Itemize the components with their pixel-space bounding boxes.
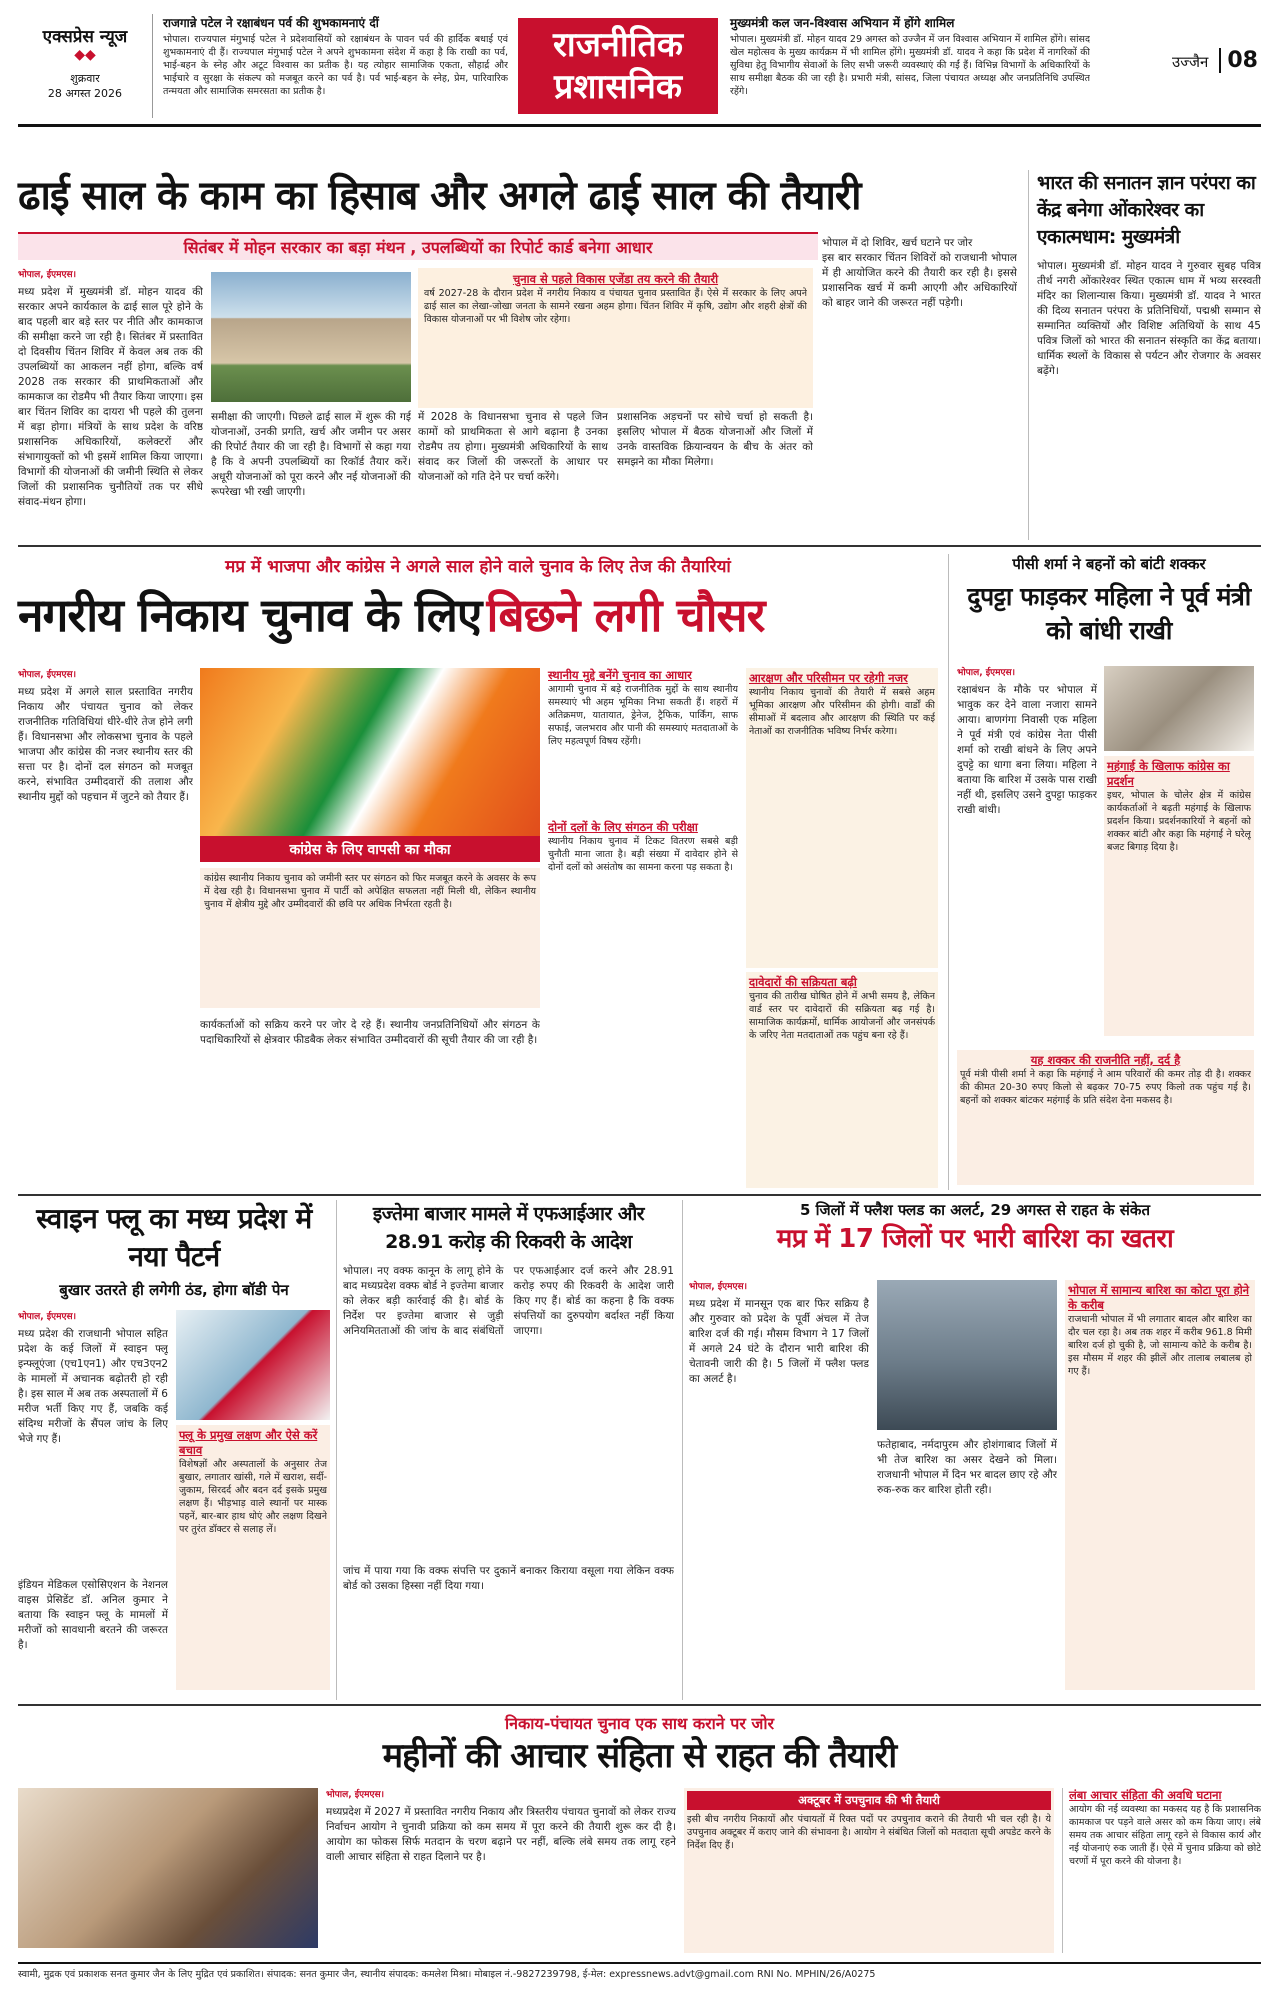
divider-1: [18, 545, 1261, 547]
swine-flu-subhead: बुखार उतरते ही लगेगी ठंड, होगा बॉडी पेन: [59, 1281, 289, 1299]
rain-body2: फतेहाबाद, नर्मदापुरम और होशंगाबाद जिलों में भी तेज बारिश का असर देखने को मिला। राजधानी भोपाल में दिन भर बादल छाए रहे और रुक-रुक कर बारिश होती रही।: [877, 1439, 1057, 1496]
pc-sharma-headline: दुपट्टा फाड़कर महिला ने पूर्व मंत्री को बांधी राखी: [967, 582, 1251, 645]
nikay-box-1-body: आगामी चुनाव में बड़े राजनीतिक मुद्दों के साथ स्थानीय समस्याएं भी अहम भूमिका निभा सकती हैं। शहरों में अतिक्रमण, यातायात, ड्रेनेज, ट्रैफिक, पार्किंग, साफ सफाई, जलभराव और पानी की समस्याएं मतदाताओं के लिए महत्वपूर्ण विषय रहेंगी।: [548, 684, 738, 747]
achar-box-title: अक्टूबर में उपचुनाव की भी तैयारी: [687, 1791, 1051, 1810]
lead-box-body: वर्ष 2027-28 के दौरान प्रदेश में नगरीय निकाय व पंचायत चुनाव प्रस्तावित हैं। ऐसे में सरकार के लिए अपने ढाई साल का लेखा-जोखा जनता के सामने रखना अहम होगा। चिंतन शिविर में कृषि, उद्योग और शहरी क्षेत्रों की विकास योजनाओं पर भी विशेष जोर रहेगा।: [424, 288, 807, 325]
rain-side-title: भोपाल में सामान्य बारिश का कोटा पूरा होने के करीब: [1068, 1283, 1250, 1312]
lead-subhead: सितंबर में मोहन सरकार का बड़ा मंथन , उपलब्धियों का रिपोर्ट कार्ड बनेगा आधार: [183, 238, 653, 257]
top-left-story: [163, 14, 508, 118]
masthead-divider: [18, 124, 1261, 127]
nikay-box-2: [548, 820, 738, 1188]
lead-photo: [211, 272, 411, 402]
achar-side: [1062, 1788, 1261, 1953]
nikay-col1: [18, 668, 193, 1188]
achar-kicker: निकाय-पंचायत चुनाव एक साथ कराने पर जोर: [504, 1714, 775, 1733]
achar-headline: महीनों की आचार संहिता से राहत की तैयारी: [382, 1736, 897, 1776]
footer-imprint: [18, 1962, 1261, 2000]
pc-sharma-sub: [1104, 756, 1254, 1036]
pc-sharma-sub-title: महंगाई के खिलाफ कांग्रेस का प्रदर्शन: [1107, 759, 1230, 788]
rain-body-col: [689, 1280, 869, 1690]
achar-body-col: [326, 1788, 676, 1953]
achar-dateline: भोपाल, ईएमएस।: [326, 1790, 385, 1800]
rain-side-body: राजधानी भोपाल में भी लगातार बादल और बारिश का दौर चल रहा है। अब तक शहर में करीब 961.8 मिमी बारिश दर्ज हो चुकी है, जो सामान्य कोटे के करीब है। इस मौसम में शहर की झीलें और तालाब लबालब हो गए हैं।: [1068, 1314, 1252, 1377]
nikay-headline: [18, 578, 938, 654]
lead-col2: समीक्षा की जाएगी। पिछले ढाई साल में शुरू की गई योजनाओं, उनकी प्रगति, खर्च और जमीन पर असर की रिपोर्ट तैयार की जा रही है। विभागों से कहा गया है कि वे अपनी उपलब्धियों का रिकॉर्ड तैयार करें। अधूरी योजनाओं को पूरा करने और नई योजनाओं की रूपरेखा भी रखी जाएगी।: [211, 411, 411, 498]
pc-sharma-bottom-body: पूर्व मंत्री पीसी शर्मा ने कहा कि महंगाई ने आम परिवारों की कमर तोड़ दी है। शक्कर की कीमत 20-30 रुपए किलो से बढ़कर 70-75 रुपए किलो तक पहुंच गई है। बहनों को शक्कर बांटकर महंगाई के प्रति संदेश देना मकसद है।: [960, 1069, 1251, 1106]
nikay-col1-text: मध्य प्रदेश में अगले साल प्रस्तावित नगरीय निकाय और पंचायत चुनाव को लेकर राजनीतिक गतिविधियां धीरे-धीरे तेज होने लगी हैं। विधानसभा और लोकसभा चुनाव के पहले भाजपा और कांग्रेस की नजर स्थानीय स्तर की सत्ता पर है। दोनों दल संगठन को मजबूत करने, संभावित उम्मीदवारों की तलाश और स्थानीय मुद्दों को पहचान में जुटने को तैयार हैं।: [18, 686, 193, 803]
omkareshwar-headline: भारत की सनातन ज्ञान परंपरा का केंद्र बनेगा ओंकारेश्वर का एकात्मधाम: मुख्यमंत्री: [1037, 172, 1256, 248]
section-title: राजनीतिक प्रशासनिक: [553, 25, 683, 107]
lead-box: [418, 268, 813, 408]
brand-logo-mark: ◆◆: [74, 47, 96, 63]
ijtema-story: [336, 1200, 674, 1700]
achar-box-body: इसी बीच नगरीय निकायों और पंचायतों में रिक्त पदों पर उपचुनाव कराने की तैयारी भी चल रही है। ये उपचुनाव अक्टूबर में कराए जाने की संभावना है। आयोग ने संबंधित जिलों को मतदाता सूची अपडेट करने के निर्देश दिए हैं।: [687, 1814, 1051, 1851]
lead-right-col: [822, 236, 1017, 538]
top-right-body: भोपाल। मुख्यमंत्री डॉ. मोहन यादव 29 अगस्त को उज्जैन में जन विश्वास अभियान में शामिल होंगे। सांसद खेल महोत्सव के मुख्य कार्यक्रम में भी शामिल होंगे। मुख्यमंत्री डॉ. यादव ने कहा कि प्रदेश में नागरिकों की सुविधा हेतु विभागीय सेवाओं के लिए सभी जरूरी व्यवस्थाएं की गईं हैं। विभिन्न विभागों के अधिकारियों के साथ समीक्षा बैठक की जा रही है। प्रभारी मंत्री, सांसद, जिला पंचायत अध्यक्ष और जनप्रतिनिधि उपस्थित रहेंगे।: [730, 34, 1090, 97]
lead-headline: ढाई साल के काम का हिसाब और अगले ढाई साल की तैयारी: [18, 173, 861, 219]
nikay-box-4-title: दावेदारों की सक्रियता बढ़ी: [749, 975, 857, 989]
swine-flu-dateline: भोपाल, ईएमएस।: [18, 1312, 77, 1322]
rain-dateline: भोपाल, ईएमएस।: [689, 1282, 748, 1292]
lead-col4: प्रशासनिक अड़चनों पर सोचे चर्चा हो सकती है। इसलिए भोपाल में बैठक योजनाओं और जिलों में उनके वास्तविक क्रियान्वयन के बीच के अंतर को समझने का मौका मिलेगा।: [617, 411, 813, 468]
swine-flu-box: [176, 1425, 330, 1690]
pc-sharma-bottom-box: [957, 1050, 1254, 1185]
swine-flu-photo: [176, 1310, 330, 1420]
top-right-story: [730, 14, 1090, 118]
nikay-box-4: [746, 972, 938, 1188]
lead-dateline: भोपाल, ईएमएस।: [18, 270, 77, 280]
achar-side-title: लंबा आचार संहिता की अवधि घटाना: [1069, 1788, 1222, 1802]
nikay-photo-caption-bar: [200, 836, 540, 862]
nikay-box-3-title: आरक्षण और परिसीमन पर रहेगी नजर: [749, 671, 908, 685]
top-right-headline: मुख्यमंत्री कल जन-विश्वास अभियान में होंगे शामिल: [730, 16, 955, 30]
omkareshwar-story: [1028, 170, 1261, 540]
swine-flu-story: [18, 1200, 330, 1700]
nikay-box-2-title: दोनों दलों के लिए संगठन की परीक्षा: [548, 820, 698, 834]
ijtema-headline: इज्तेमा बाजार मामले में एफआईआर और 28.91 करोड़ की रिकवरी के आदेश: [372, 1203, 645, 1253]
achar-photo: [18, 1788, 318, 1948]
nikay-dateline: भोपाल, ईएमएस।: [18, 670, 77, 680]
divider-3: [18, 1704, 1261, 1706]
ijtema-body: भोपाल। नए वक्फ कानून के लागू होने के बाद मध्यप्रदेश वक्फ बोर्ड ने इज्तेमा बाजार को लेकर बड़ी कार्रवाई की है। बोर्ड के निर्देश पर इज्तेमा बाजार से जुड़ी अनियमितताओं की जांच के बाद संबंधितों पर एफआईआर दर्ज करने और 28.91 करोड़ रुपए की रिकवरी के आदेश जारी किए गए हैं। बोर्ड का कहना है कि वक्फ संपत्तियों का दुरुपयोग बर्दाश्त नहीं किया जाएगा।: [343, 1265, 674, 1337]
swine-flu-box-body: विशेषज्ञों और अस्पतालों के अनुसार तेज बुखार, लगातार खांसी, गले में खराश, सर्दी-जुकाम, सिरदर्द और बदन दर्द इसके प्रमुख लक्षण हैं। भीड़भाड़ वाले स्थानों पर मास्क पहनें, बार-बार हाथ धोएं और लक्षण दिखने पर तुरंत डॉक्टर से सलाह लें।: [179, 1459, 327, 1535]
rain-headline: मप्र में 17 जिलों पर भारी बारिश का खतरा: [776, 1224, 1174, 1254]
rain-body: मध्य प्रदेश में मानसून एक बार फिर सक्रिय है और गुरुवार को प्रदेश के पूर्वी अंचल में तेज बारिश दर्ज की गई। मौसम विभाग ने 17 जिलों में अगले 24 घंटे के दौरान भारी बारिश की चेतावनी जारी की है। 5 जिलों में फ्लैश फ्लड का अलर्ट है।: [689, 1298, 869, 1385]
pc-sharma-body: रक्षाबंधन के मौके पर भोपाल में भावुक कर देने वाला नजारा सामने आया। बाणगंगा निवासी एक महिला ने पूर्व मंत्री एवं कांग्रेस नेता पीसी शर्मा को राखी बांधने के लिए अपने दुपट्टे का धागा बना लिया। महिला ने बताया कि बारिश में उसके पास राखी नहीं थी, इसलिए उसने दुपट्टा फाड़कर राखी बांधी।: [957, 684, 1097, 816]
brand-box: [18, 14, 153, 118]
nikay-box-1-title: स्थानीय मुद्दे बनेंगे चुनाव का आधार: [548, 668, 692, 682]
rain-photo: [877, 1280, 1057, 1430]
nikay-headline-red: बिछने लगी चौसर: [486, 588, 765, 642]
city-name: उज्जैन: [1172, 53, 1209, 71]
rain-side: [1065, 1280, 1255, 1690]
swine-flu-body2: इंडियन मेडिकल एसोसिएशन के नेशनल वाइस प्रेसिडेंट डॉ. अनिल कुमार ने बताया कि स्वाइन फ्लू के मामलों में मरीजों को सावधानी बरतने की जरूरत है।: [18, 1579, 168, 1651]
swine-flu-headline: स्वाइन फ्लू का मध्य प्रदेश में नया पैटर्न: [36, 1202, 312, 1273]
lead-col1-text: मध्य प्रदेश में मुख्यमंत्री डॉ. मोहन यादव की सरकार अपने कार्यकाल के ढाई साल पूरे होने के बाद पहली बार बड़े स्तर पर नीति और कामकाज की समीक्षा करने जा रही है। सितंबर में प्रस्तावित दो दिवसीय चिंतन शिविर में केवल अब तक की उपलब्धियों का आकलन नहीं होगा, बल्कि वर्ष 2028 तक सरकार की प्राथमिकताओं और कामकाज का रोडमैप भी तैयार किया जाएगा। इस बार चिंतन शिविर का दायरा भी पहले की तुलना में बड़ा होगा। मंत्रियों के साथ प्रदेश के वरिष्ठ प्रशासनिक अधिकारियों, कलेक्टरों और संभागायुक्तों को भी इसमें शामिल किया जाएगा। विभागों की योजनाओं की जमीनी स्थिति से लेकर जिलों की प्रशासनिक चुनौतियों तक पर सीधे संवाद-मंथन होगा।: [18, 286, 203, 508]
pc-sharma-kicker: पीसी शर्मा ने बहनों को बांटी शक्कर: [1012, 555, 1206, 573]
pc-sharma-photo: [1104, 666, 1254, 751]
pc-sharma-sub-body: इधर, भोपाल के चोलेर क्षेत्र में कांग्रेस कार्यकर्ताओं ने बढ़ती महंगाई के खिलाफ प्रदर्शन किया। प्रदर्शनकारियों ने बहनों को शक्कर बांटी और कहा कि महंगाई ने घरेलू बजट बिगाड़ दिया है।: [1107, 790, 1251, 853]
lead-col3: में 2028 के विधानसभा चुनाव से पहले जिन कामों को प्राथमिकता से आगे बढ़ाना है उनका रोडमैप तय होगा। मुख्यमंत्री अधिकारियों के साथ संवाद कर जिलों की जरूरतों के आधार पर योजनाओं को गति देने पर चर्चा करेंगे।: [418, 411, 608, 483]
nikay-mid-text: कांग्रेस स्थानीय निकाय चुनाव को जमीनी स्तर पर संगठन को फिर मजबूत करने के अवसर के रूप में देख रही है। विधानसभा चुनाव में पार्टी को अपेक्षित सफलता नहीं मिली थी, लेकिन स्थानीय चुनाव में क्षेत्रीय मुद्दे और उम्मीदवारों की छवि पर अधिक निर्भरता रहती है।: [200, 868, 540, 1008]
issue-date: 28 अगस्त 2026: [47, 87, 123, 100]
pc-sharma-body-col: [957, 666, 1097, 1046]
lead-subhead-bar: [18, 232, 818, 260]
nikay-headline-black: नगरीय निकाय चुनाव के लिए: [18, 588, 482, 642]
nikay-box-1: [548, 668, 738, 813]
achar-side-body: आयोग की नई व्यवस्था का मकसद यह है कि प्रशासनिक कामकाज पर पड़ने वाले असर को कम किया जाए। लंबे समय तक आचार संहिता लागू रहने से विकास कार्य और नई योजनाएं रुक जाती हैं। ऐसे में चुनाव प्रक्रिया को छोटे चरणों में पूरा करने की योजना है।: [1069, 1804, 1261, 1867]
page-number: 08: [1219, 48, 1258, 73]
rain-kicker: 5 जिलों में फ्लैश फ्लड का अलर्ट, 29 अगस्त से राहत के संकेत: [799, 1201, 1150, 1219]
top-left-body: भोपाल। राज्यपाल मंगुभाई पटेल ने प्रदेशवासियों को रक्षाबंधन के पावन पर्व की हार्दिक बधाई एवं शुभकामनाएं दी हैं। राज्यपाल मंगुभाई पटेल ने अपने शुभकामना संदेश में कहा है कि राखी का पर्व, भाई-बहन के स्नेह और अटूट विश्वास का प्रतीक है। यह त्योहार सामाजिक एकता, सौहार्द्र और भाईचारे व सुरक्षा के संकल्प को मजबूत करने का पर्व है। पर्व भाई-बहन के स्नेह, प्रेम, पारिवारिक तन्मयता और सामाजिक समरसता का प्रतीक है।: [163, 34, 508, 97]
top-left-headline: राजगान्ने पटेल ने रक्षाबंधन पर्व की शुभकामनाएं दीं: [163, 16, 379, 30]
achar-box: [684, 1788, 1054, 1953]
swine-flu-body-col: [18, 1310, 168, 1570]
nikay-kicker: मप्र में भाजपा और कांग्रेस ने अगले साल होने वाले चुनाव के लिए तेज की तैयारियां: [225, 557, 731, 577]
lead-box-title: चुनाव से पहले विकास एजेंडा तय करने की तैयारी: [512, 272, 719, 286]
lead-right-col-text: भोपाल में दो शिविर, खर्च घटाने पर जोर इस बार सरकार चिंतन शिविरों को राजधानी भोपाल में ही आयोजित करने की तैयारी कर रही है। इससे प्रशासनिक खर्च में कमी आएगी और अधिकारियों को बाहर जाने की जरूरत नहीं पड़ेगी।: [822, 237, 1017, 309]
nikay-box-2-body: स्थानीय निकाय चुनाव में टिकट वितरण सबसे बड़ी चुनौती माना जाता है। बड़ी संख्या में दावेदार होने से दोनों दलों को असंतोष का सामना करना पड़ सकता है।: [548, 836, 738, 873]
nikay-photo-caption: कांग्रेस के लिए वापसी का मौका: [289, 841, 451, 858]
ijtema-body2: जांच में पाया गया कि वक्फ संपत्ति पर दुकानें बनाकर किराया वसूला गया लेकिन वक्फ बोर्ड को उसका हिस्सा नहीं दिया गया।: [343, 1565, 674, 1592]
masthead: [18, 14, 1261, 120]
nikay-bottom-text: कार्यकर्ताओं को सक्रिय करने पर जोर दे रहे हैं। स्थानीय जनप्रतिनिधियों और संगठन के पदाधिकारियों से क्षेत्रवार फीडबैक लेकर संभावित उम्मीदवारों की सूची तैयार की जा रही है।: [200, 1019, 540, 1046]
pc-sharma-bottom-title: यह शक्कर की राजनीति नहीं, दर्द है: [1030, 1053, 1181, 1067]
achar-body: मध्यप्रदेश में 2027 में प्रस्तावित नगरीय निकाय और त्रिस्तरीय पंचायत चुनावों को लेकर राज्य निर्वाचन आयोग ने चुनावी प्रक्रिया को कम समय में पूरा करने की तैयारी शुरू कर दी है। आयोग का फोकस सिर्फ मतदान के चरण बढ़ाने पर नहीं, बल्कि लंबे समय तक लागू रहने वाली आचार संहिता से राहत दिलाने पर है।: [326, 1806, 676, 1863]
footer-text: स्वामी, मुद्रक एवं प्रकाशक सनत कुमार जैन के लिए मुद्रित एवं प्रकाशित। संपादक: सनत कुमार जैन, स्थानीय संपादक: कमलेश मिश्रा। मोबाइल नं.-9827239798, ई-मेल: expressnews.advt@gmail.com RNI No. MPHIN/26/A0275: [18, 1969, 876, 1980]
issue-day: शुक्रवार: [70, 72, 100, 85]
brand-name: एक्सप्रेस न्यूज: [42, 27, 128, 47]
swine-flu-body: मध्य प्रदेश की राजधानी भोपाल सहित प्रदेश के कई जिलों में स्वाइन फ्लू इन्फ्लूएंजा (एच1एन1) और एच3एन2 के मामलों में अचानक बढ़ोतरी हो रही है। इस साल में अब तक अस्पतालों में 6 मरीज भर्ती किए गए हैं, जबकि कई संदिग्ध मरीजों के सैंपल जांच के लिए भेजे गए हैं।: [18, 1328, 168, 1445]
nikay-box-4-body: चुनाव की तारीख घोषित होने में अभी समय है, लेकिन वार्ड स्तर पर दावेदारों की सक्रियता बढ़ गई है। सामाजिक कार्यक्रमों, धार्मिक आयोजनों और जनसंपर्क के जरिए नेता मतदाताओं तक पहुंच बना रहे हैं।: [749, 991, 935, 1041]
omkareshwar-body: भोपाल। मुख्यमंत्री डॉ. मोहन यादव ने गुरुवार सुबह पवित्र तीर्थ नगरी ओंकारेश्वर स्थित एकात्म धाम में भव्य सरस्वती मंदिर का शिलान्यास किया। मुख्यमंत्री डॉ. यादव ने भारत की दिव्य सनातन परंपरा के प्रतिनिधियों, पद्मश्री सम्मान से सम्मानित व्यक्तियों और विशिष्ट अतिथियों के साथ 45 पवित्र जिलों को भारत की सनातन संस्कृति का केंद्र बताया। धार्मिक स्थलों के विकास से पर्यटन और रोजगार के अवसर बढ़ेंगे।: [1037, 260, 1261, 377]
divider-2: [18, 1194, 1261, 1196]
rain-story: [682, 1200, 1261, 1700]
page-locator: [1128, 48, 1258, 78]
nikay-box-3: [746, 668, 938, 968]
pc-sharma-dateline: भोपाल, ईएमएस।: [957, 668, 1016, 678]
pc-sharma-story: [948, 554, 1261, 1190]
nikay-photo: [200, 668, 540, 848]
section-title-box: [518, 18, 718, 114]
swine-flu-box-title: फ्लू के प्रमुख लक्षण और ऐसे करें बचाव: [179, 1428, 318, 1457]
nikay-box-3-body: स्थानीय निकाय चुनावों की तैयारी में सबसे अहम भूमिका आरक्षण और परिसीमन की होगी। वार्डों की सीमाओं में बदलाव और आरक्षण की स्थिति पर कई नेताओं का राजनीतिक भविष्य निर्भर करेगा।: [749, 687, 935, 737]
